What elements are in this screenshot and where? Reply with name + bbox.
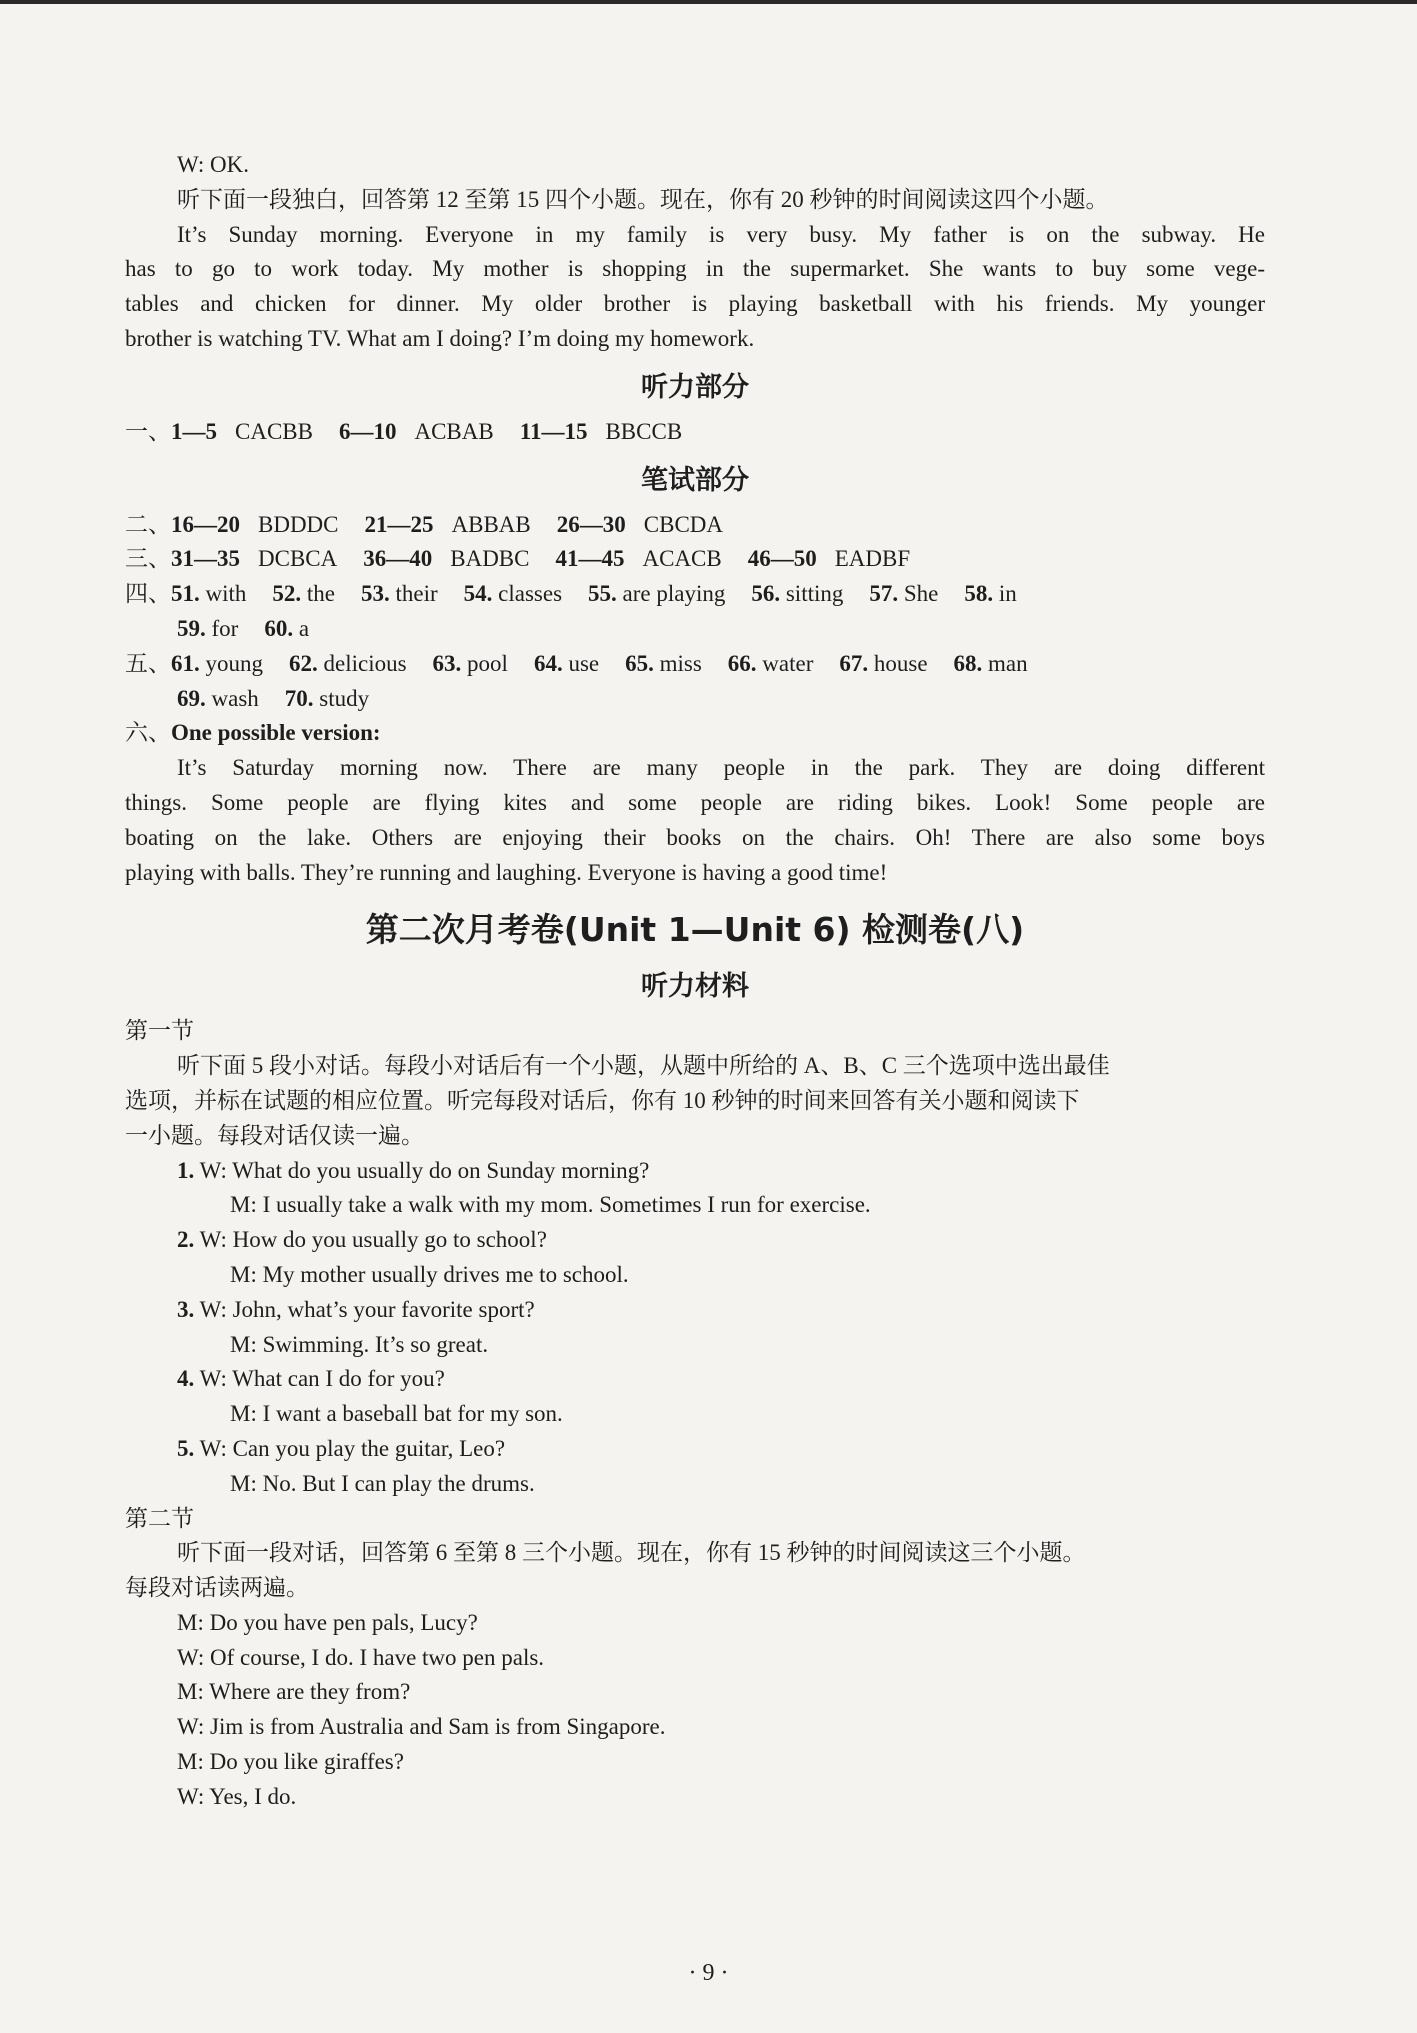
answer-num: 70. (284, 685, 314, 711)
dialog-number: 2. (177, 1227, 195, 1253)
answer-num: 52. (272, 581, 302, 607)
dialog-number: 4. (177, 1366, 195, 1392)
answer-range: 26—30 (556, 511, 626, 537)
answer-num: 68. (953, 650, 983, 676)
answer-value: classes (498, 581, 563, 607)
conversation-line: M: Where are they from? (177, 1679, 411, 1705)
dialog-answer: M: My mother usually drives me to school. (230, 1261, 629, 1287)
dialog-list (125, 1154, 1265, 1502)
answer-num: 66. (727, 650, 757, 676)
instruction-line: 听下面一段独白，回答第 12 至第 15 四个小题。现在，你有 20 秒钟的时间阅读这四个小题。 (177, 186, 1109, 212)
answer-value: are playing (622, 581, 726, 607)
section-heading-written: 笔试部分 (641, 464, 749, 496)
dialog-number: 1. (177, 1157, 195, 1183)
answer-num: 59. (177, 615, 206, 641)
dialog-question (125, 1154, 1265, 1189)
listening-material-heading: 听力材料 (641, 971, 749, 1003)
answer-value: house (873, 650, 928, 676)
answer-value: DCBCA (258, 546, 338, 572)
answer-num: 54. (463, 581, 493, 607)
dialog-answer: M: I want a baseball bat for my son. (230, 1401, 563, 1427)
answer-value: CACBB (235, 418, 313, 444)
monologue-line-1: It’s Sunday morning. Everyone in my family is very busy. My father is on the subway. He (177, 221, 1265, 247)
answer-value: sitting (785, 581, 844, 607)
answer-value: CBCDA (643, 511, 724, 537)
answer-range: 31—35 (171, 546, 240, 572)
answer-row-1 (125, 415, 1265, 450)
instruction-1-line-3: 一小题。每段对话仅读一遍。 (125, 1122, 424, 1148)
answer-num: 55. (588, 581, 617, 607)
answer-value: She (903, 581, 939, 607)
conversation-line: M: Do you have pen pals, Lucy? (177, 1609, 478, 1635)
instruction-2-line-2: 每段对话读两遍。 (125, 1575, 309, 1601)
dialog-number: 5. (177, 1435, 195, 1461)
answer-num: 53. (361, 581, 390, 607)
answer-range: 16—20 (171, 511, 240, 537)
answer-value: water (762, 650, 814, 676)
answer-num: 64. (533, 650, 563, 676)
answer-range: 36—40 (363, 546, 433, 572)
dialog-w: W: John, what’s your favorite sport? (199, 1296, 535, 1322)
monologue-line-4: brother is watching TV. What am I doing? I’m doing my homework. (125, 325, 755, 351)
answer-value: study (319, 685, 370, 711)
answer-range: 21—25 (364, 511, 434, 537)
answer-prefix: 三、 (125, 546, 171, 572)
answer-num: 62. (289, 650, 318, 676)
dialog-question (125, 1432, 1265, 1467)
answer-row-3 (125, 542, 1265, 577)
answer-num: 58. (964, 581, 994, 607)
answer-range: 46—50 (747, 546, 817, 572)
answer-num: 63. (432, 650, 462, 676)
instruction-2-line-1: 听下面一段对话，回答第 6 至第 8 三个小题。现在，你有 15 秒钟的时间阅读这三个小题。 (177, 1540, 1086, 1566)
exam-title: 第二次月考卷(Unit 1—Unit 6) 检测卷(八) (365, 910, 1025, 950)
page-number: · 9 · (688, 1960, 729, 1986)
answer-range: 1—5 (171, 418, 217, 444)
dialog-w: W: Can you play the guitar, Leo? (199, 1435, 506, 1461)
answer-prefix: 二、 (125, 511, 171, 537)
dialog-question (125, 1362, 1265, 1397)
answer-value: young (205, 650, 263, 676)
section-heading-listening: 听力部分 (641, 371, 749, 403)
answer-value: ABBAB (451, 511, 531, 537)
answer-value: pool (467, 650, 508, 676)
dialog-w: W: How do you usually go to school? (199, 1227, 547, 1253)
dialog-answer: M: Swimming. It’s so great. (230, 1331, 489, 1357)
monologue-line-3: tables and chicken for dinner. My older brother is playing basketball with his friends. My younger (125, 291, 1265, 317)
answer-value: man (988, 650, 1028, 676)
content-area (125, 148, 1265, 1815)
answer-value: EADBF (834, 546, 911, 572)
essay-line-2: things. Some people are flying kites and some people are riding bikes. Look! Some people are (125, 789, 1265, 815)
version-label: One possible version: (171, 720, 381, 746)
answer-num: 51. (171, 581, 200, 607)
answer-value: ACACB (642, 546, 722, 572)
instruction-1-line-2: 选项，并标在试题的相应位置。听完每段对话后，你有 10 秒钟的时间来回答有关小题和阅读下 (125, 1087, 1080, 1113)
answer-row-5a (125, 647, 1265, 682)
answer-value: BDDDC (258, 511, 339, 537)
essay-line-4: playing with balls. They’re running and laughing. Everyone is having a good time! (125, 859, 888, 885)
answer-value: BADBC (450, 546, 530, 572)
answer-range: 41—45 (555, 546, 625, 572)
answer-num: 56. (751, 581, 781, 607)
answer-value: for (211, 615, 239, 641)
answer-value: BBCCB (605, 418, 683, 444)
dialog-answer: M: I usually take a walk with my mom. Sometimes I run for exercise. (230, 1192, 871, 1218)
conversation-line: W: Yes, I do. (177, 1783, 297, 1809)
answer-num: 61. (171, 650, 200, 676)
answer-value: their (395, 581, 438, 607)
dialog-number: 3. (177, 1296, 195, 1322)
dialog-answer: M: No. But I can play the drums. (230, 1470, 535, 1496)
part-1-label: 第一节 (125, 1018, 194, 1044)
essay-line-1: It’s Saturday morning now. There are many people in the park. They are doing different (177, 755, 1265, 781)
essay-line-3: boating on the lake. Others are enjoying their books on the chairs. Oh! There are also some boys (125, 824, 1265, 850)
answer-prefix: 一、 (125, 418, 171, 444)
dialog-question (125, 1293, 1265, 1328)
dialog-w: W: What do you usually do on Sunday morning? (199, 1157, 650, 1183)
answer-num: 69. (177, 685, 206, 711)
answer-value: a (298, 615, 310, 641)
monologue-line-2: has to go to work today. My mother is shopping in the supermarket. She wants to buy some vege- (125, 256, 1265, 282)
answer-value: the (306, 581, 335, 607)
answer-prefix: 六、 (125, 720, 171, 746)
conversation-line: M: Do you like giraffes? (177, 1749, 404, 1775)
dialog-w: W: What can I do for you? (199, 1366, 445, 1392)
answer-prefix: 四、 (125, 581, 171, 607)
answer-num: 65. (625, 650, 654, 676)
conversation-line: W: Jim is from Australia and Sam is from Singapore. (177, 1714, 666, 1740)
answer-row-6 (125, 716, 1265, 751)
answer-row-4a (125, 577, 1265, 612)
answer-num: 60. (264, 615, 294, 641)
answer-row-4b (125, 612, 1265, 647)
answer-range: 11—15 (519, 418, 588, 444)
answer-value: use (568, 650, 600, 676)
answer-row-5b (125, 682, 1265, 717)
answer-range: 6—10 (338, 418, 397, 444)
answer-value: in (998, 581, 1017, 607)
part-2-label: 第二节 (125, 1505, 194, 1531)
answer-num: 67. (839, 650, 869, 676)
answer-value: with (205, 581, 247, 607)
answer-prefix: 五、 (125, 650, 171, 676)
answer-value: miss (659, 650, 702, 676)
conversation-line: W: Of course, I do. I have two pen pals. (177, 1644, 545, 1670)
answer-num: 57. (869, 581, 899, 607)
instruction-1-line-1: 听下面 5 段小对话。每段小对话后有一个小题，从题中所给的 A、B、C 三个选项中选出最佳 (177, 1053, 1110, 1079)
answer-value: wash (211, 685, 259, 711)
top-rule (0, 0, 1417, 4)
dialog-question (125, 1223, 1265, 1258)
dialogue-line: W: OK. (177, 152, 249, 177)
answer-value: ACBAB (414, 418, 494, 444)
answer-row-2 (125, 508, 1265, 543)
answer-value: delicious (323, 650, 407, 676)
